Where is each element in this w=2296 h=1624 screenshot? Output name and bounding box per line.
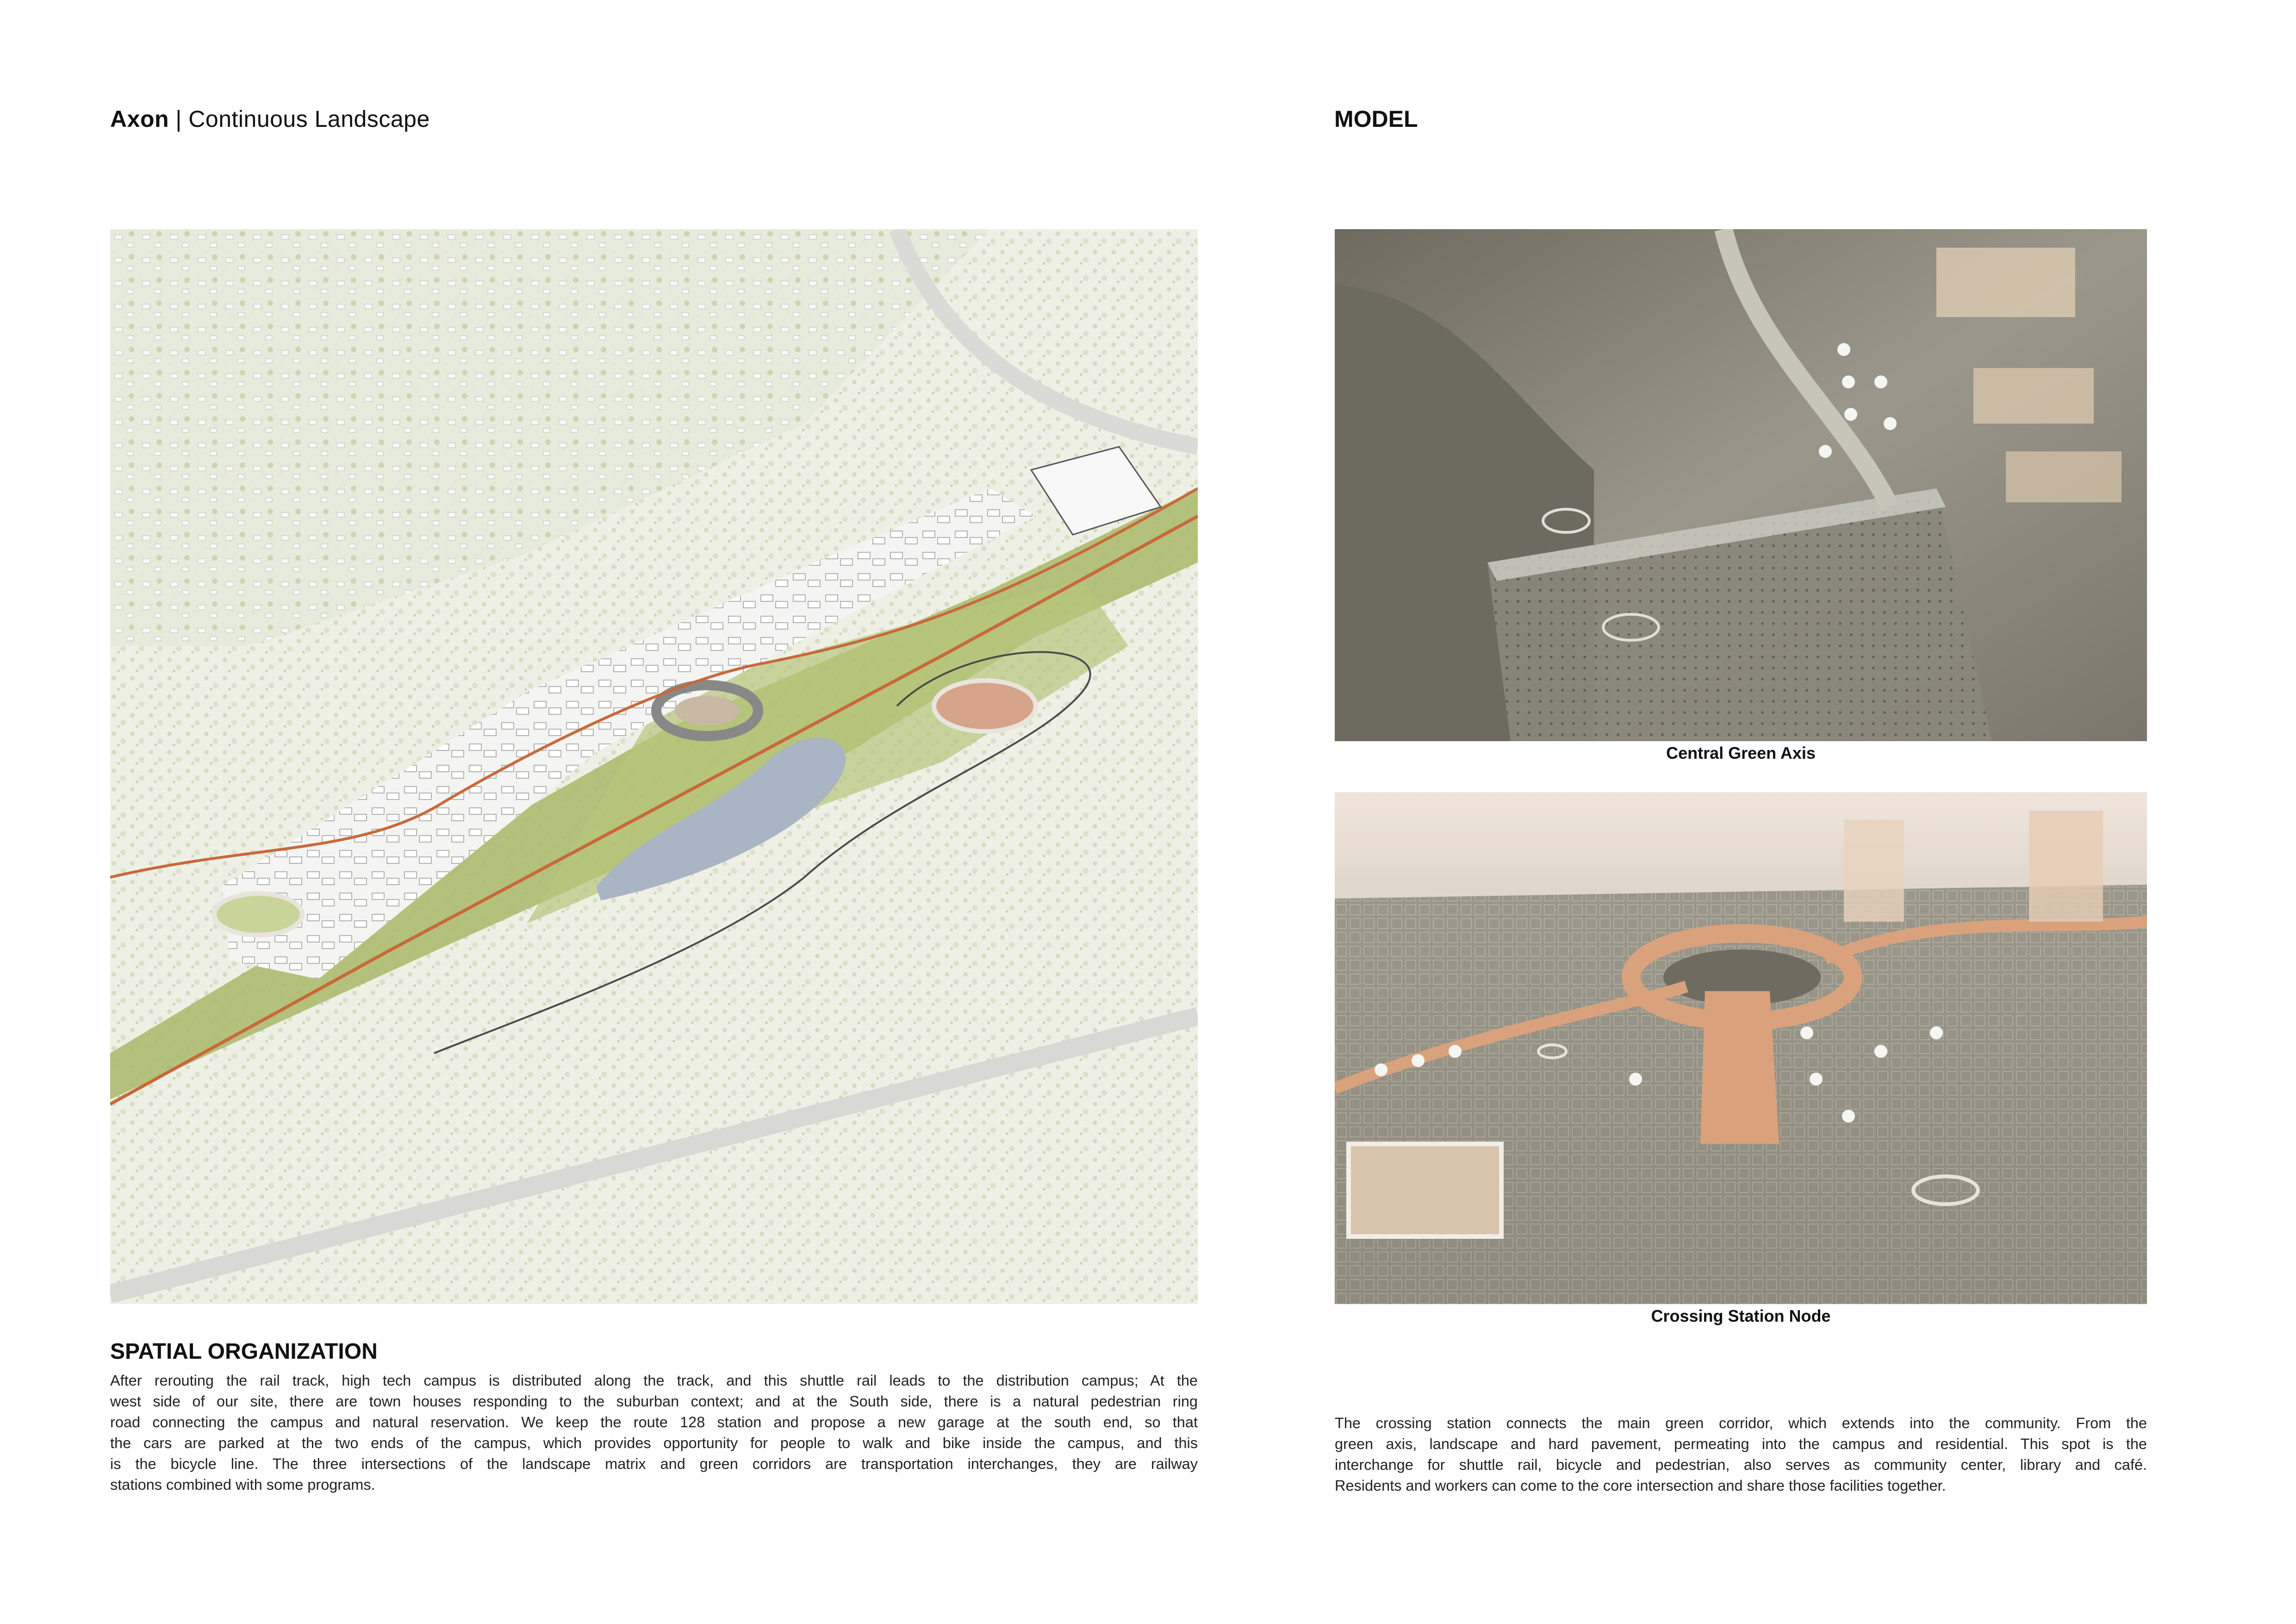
caption-central-green-axis: Central Green Axis: [1666, 743, 1816, 762]
spatial-line: stations combined with some programs.: [110, 1476, 375, 1493]
model-line: interchange for shuttle rail, bicycle and pedestrian, also serves as community center, library and café.: [1335, 1456, 2147, 1473]
model-line: green axis, landscape and hard pavement, permeating into the campus and residential. This spot is the: [1335, 1436, 2147, 1452]
axon-heading-bold: Axon: [110, 106, 169, 132]
model-photo-crossing-station-node: [1335, 792, 2147, 1304]
axon-site-drawing: [110, 229, 1198, 1304]
axon-heading: [110, 106, 430, 132]
spatial-line: west side of our site, there are town houses responding to the suburban context; and at the South side, there is a natural pedestrian ring: [110, 1393, 1198, 1410]
model-line: Residents and workers can come to the core intersection and share those facilities together.: [1335, 1477, 1946, 1494]
model-line: The crossing station connects the main green corridor, which extends into the community. From the: [1335, 1415, 2147, 1431]
spatial-organization-text: [110, 1370, 1198, 1495]
axon-heading-subtitle: Continuous Landscape: [188, 106, 430, 132]
model-photo-central-green-axis: [1335, 229, 2147, 741]
spatial-line: is the bicycle line. The three intersections of the landscape matrix and green corridors are transportation interchanges, they are railway: [110, 1455, 1198, 1472]
spatial-organization-title: SPATIAL ORGANIZATION: [110, 1339, 378, 1364]
spatial-line: After rerouting the rail track, high tech campus is distributed along the track, and this shuttle rail leads to the distribution campus; At the: [110, 1372, 1198, 1389]
spatial-line: road connecting the campus and natural reservation. We keep the route 128 station and propose a new garage at the south end, so that: [110, 1414, 1198, 1430]
spatial-line: the cars are parked at the two ends of the campus, which provides opportunity for people to walk and bike inside the campus, and this: [110, 1435, 1198, 1451]
model-description-text: [1335, 1413, 2147, 1496]
axon-heading-separator: |: [169, 106, 189, 132]
caption-crossing-station-node: Crossing Station Node: [1651, 1306, 1831, 1325]
model-heading: MODEL: [1334, 106, 1418, 132]
